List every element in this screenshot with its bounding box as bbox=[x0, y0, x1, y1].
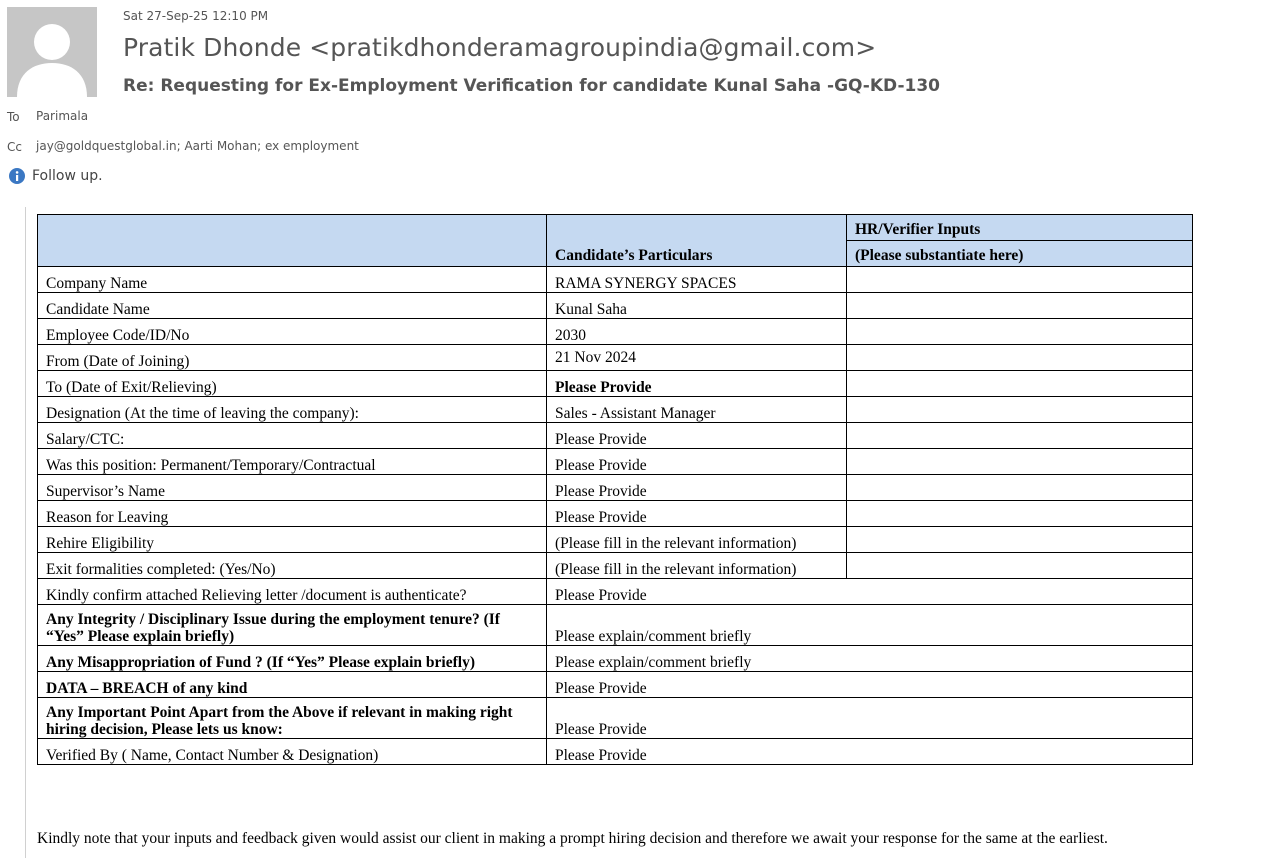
row-value: Please Provide bbox=[547, 698, 1193, 739]
row-input-cell[interactable] bbox=[847, 267, 1193, 293]
row-label: DATA – BREACH of any kind bbox=[38, 672, 547, 698]
row-label: To (Date of Exit/Relieving) bbox=[38, 371, 547, 397]
row-input-cell[interactable] bbox=[847, 397, 1193, 423]
row-value: 21 Nov 2024 bbox=[547, 345, 847, 371]
row-label: Kindly confirm attached Relieving letter /document is authenticate? bbox=[38, 579, 547, 605]
row-input-cell[interactable] bbox=[847, 553, 1193, 579]
row-input-cell[interactable] bbox=[847, 501, 1193, 527]
row-value: (Please fill in the relevant information) bbox=[547, 527, 847, 553]
table-row bbox=[38, 319, 1193, 345]
row-input-cell[interactable] bbox=[847, 345, 1193, 371]
cc-recipients[interactable]: jay@goldquestglobal.in; Aarti Mohan; ex employment bbox=[36, 139, 359, 153]
row-label: Employee Code/ID/No bbox=[38, 319, 547, 345]
row-input-cell[interactable] bbox=[847, 371, 1193, 397]
row-label: Any Important Point Apart from the Above if relevant in making right hiring decision, Please lets us know: bbox=[38, 698, 547, 739]
row-label: Any Misappropriation of Fund ? (If “Yes” Please explain briefly) bbox=[38, 646, 547, 672]
table-header-row-1 bbox=[38, 215, 1193, 241]
row-label: From (Date of Joining) bbox=[38, 345, 547, 371]
table-row bbox=[38, 371, 1193, 397]
row-value: Please Provide bbox=[547, 475, 847, 501]
table-row bbox=[38, 527, 1193, 553]
header-hr-verifier-inputs: HR/Verifier Inputs bbox=[847, 215, 1193, 241]
table-row bbox=[38, 449, 1193, 475]
email-subject: Re: Requesting for Ex-Employment Verification for candidate Kunal Saha -GQ-KD-130 bbox=[123, 76, 940, 96]
verification-table bbox=[37, 214, 1193, 765]
sender-avatar[interactable] bbox=[7, 7, 97, 97]
table-row bbox=[38, 646, 1193, 672]
table-row bbox=[38, 553, 1193, 579]
info-icon bbox=[9, 168, 25, 184]
to-recipients[interactable]: Parimala bbox=[36, 109, 89, 123]
row-value: RAMA SYNERGY SPACES bbox=[547, 267, 847, 293]
table-row bbox=[38, 267, 1193, 293]
row-input-cell[interactable] bbox=[847, 475, 1193, 501]
row-input-cell[interactable] bbox=[847, 527, 1193, 553]
row-label: Designation (At the time of leaving the company): bbox=[38, 397, 547, 423]
quote-divider bbox=[25, 207, 26, 858]
row-value: Kunal Saha bbox=[547, 293, 847, 319]
table-row bbox=[38, 423, 1193, 449]
table-row bbox=[38, 698, 1193, 739]
row-label: Company Name bbox=[38, 267, 547, 293]
header-candidate-particulars: Candidate’s Particulars bbox=[547, 215, 847, 267]
table-row bbox=[38, 501, 1193, 527]
row-value: Please Provide bbox=[547, 423, 847, 449]
table-row bbox=[38, 397, 1193, 423]
row-label: Verified By ( Name, Contact Number & Designation) bbox=[38, 739, 547, 765]
person-silhouette-icon bbox=[7, 7, 97, 97]
table-row bbox=[38, 672, 1193, 698]
row-value: Please explain/comment briefly bbox=[547, 605, 1193, 646]
row-label: Reason for Leaving bbox=[38, 501, 547, 527]
to-label: To bbox=[7, 110, 20, 124]
row-value: (Please fill in the relevant information) bbox=[547, 553, 847, 579]
row-value: Please explain/comment briefly bbox=[547, 646, 1193, 672]
header-blank-cell bbox=[38, 215, 547, 267]
table-row bbox=[38, 345, 1193, 371]
row-value: 2030 bbox=[547, 319, 847, 345]
row-label: Any Integrity / Disciplinary Issue during the employment tenure? (If “Yes” Please explain briefly) bbox=[38, 605, 547, 646]
table-row bbox=[38, 293, 1193, 319]
table-row bbox=[38, 605, 1193, 646]
table-row bbox=[38, 739, 1193, 765]
row-value: Please Provide bbox=[547, 501, 847, 527]
table-row bbox=[38, 475, 1193, 501]
row-input-cell[interactable] bbox=[847, 449, 1193, 475]
row-input-cell[interactable] bbox=[847, 293, 1193, 319]
cc-label: Cc bbox=[7, 140, 22, 154]
row-label: Rehire Eligibility bbox=[38, 527, 547, 553]
row-input-cell[interactable] bbox=[847, 423, 1193, 449]
follow-up-flag-text: Follow up. bbox=[32, 168, 103, 184]
email-sender[interactable]: Pratik Dhonde <pratikdhonderamagroupindia@gmail.com> bbox=[123, 33, 877, 62]
row-label: Was this position: Permanent/Temporary/Contractual bbox=[38, 449, 547, 475]
closing-note: Kindly note that your inputs and feedback given would assist our client in making a prompt hiring decision and therefore we await your response for the same at the earliest. bbox=[37, 830, 1108, 847]
row-label: Candidate Name bbox=[38, 293, 547, 319]
row-input-cell[interactable] bbox=[847, 319, 1193, 345]
row-label: Salary/CTC: bbox=[38, 423, 547, 449]
row-value: Please Provide bbox=[547, 672, 1193, 698]
email-date: Sat 27-Sep-25 12:10 PM bbox=[123, 9, 269, 23]
header-substantiate: (Please substantiate here) bbox=[847, 241, 1193, 267]
row-value: Sales - Assistant Manager bbox=[547, 397, 847, 423]
row-label: Exit formalities completed: (Yes/No) bbox=[38, 553, 547, 579]
row-value: Please Provide bbox=[547, 371, 847, 397]
table-row bbox=[38, 579, 1193, 605]
row-value: Please Provide bbox=[547, 739, 1193, 765]
row-value: Please Provide bbox=[547, 449, 847, 475]
row-value: Please Provide bbox=[547, 579, 1193, 605]
row-label: Supervisor’s Name bbox=[38, 475, 547, 501]
